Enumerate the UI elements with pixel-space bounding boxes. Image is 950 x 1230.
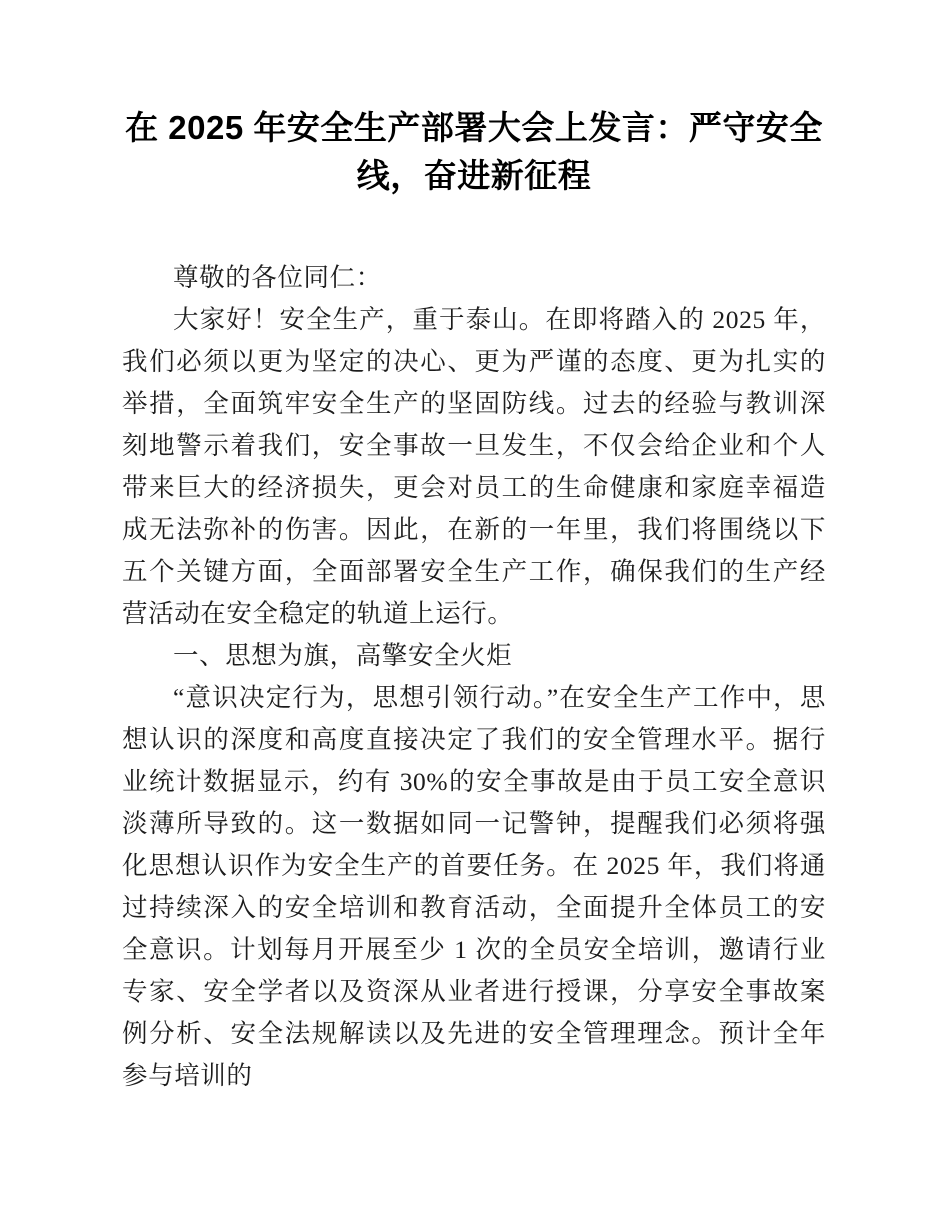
- page-title: [122, 104, 826, 200]
- section-1-paragraph: “意识决定行为，思想引领行动。”在安全生产工作中，思想认识的深度和高度直接决定了我们的安全管理水平。据行业统计数据显示，约有 30%的安全事故是由于员工安全意识淡薄所导致的。这一数据如同一记警钟，提醒我们必须将强化思想认识作为安全生产的首要任务。在 2025 年，我们将通过持续深入的安全培训和教育活动，全面提升全体员工的安全意识。计划每月开展至少 1 次的全员安全培训，邀请行业专家、安全学者以及资深从业者进行授课，分享安全事故案例分析、安全法规解读以及先进的安全管理理念。预计全年参与培训的: [122, 683, 826, 1090]
- page-title-line-2: 线，奋进新征程: [356, 157, 592, 194]
- section-heading-1: 一、思想为旗，高擎安全火炬: [173, 641, 513, 670]
- salutation-line: 尊敬的各位同仁：: [173, 263, 382, 292]
- page-title-line-1: 在 2025 年安全生产部署大会上发言：严守安全: [125, 109, 823, 146]
- intro-paragraph: 大家好！安全生产，重于泰山。在即将踏入的 2025 年，我们必须以更为坚定的决心、更为严谨的态度、更为扎实的举措，全面筑牢安全生产的坚固防线。过去的经验与教训深刻地警示着我们，安全事故一旦发生，不仅会给企业和个人带来巨大的经济损失，更会对员工的生命健康和家庭幸福造成无法弥补的伤害。因此，在新的一年里，我们将围绕以下五个关键方面，全面部署安全生产工作，确保我们的生产经营活动在安全稳定的轨道上运行。: [122, 305, 826, 628]
- document-body: [122, 257, 826, 1097]
